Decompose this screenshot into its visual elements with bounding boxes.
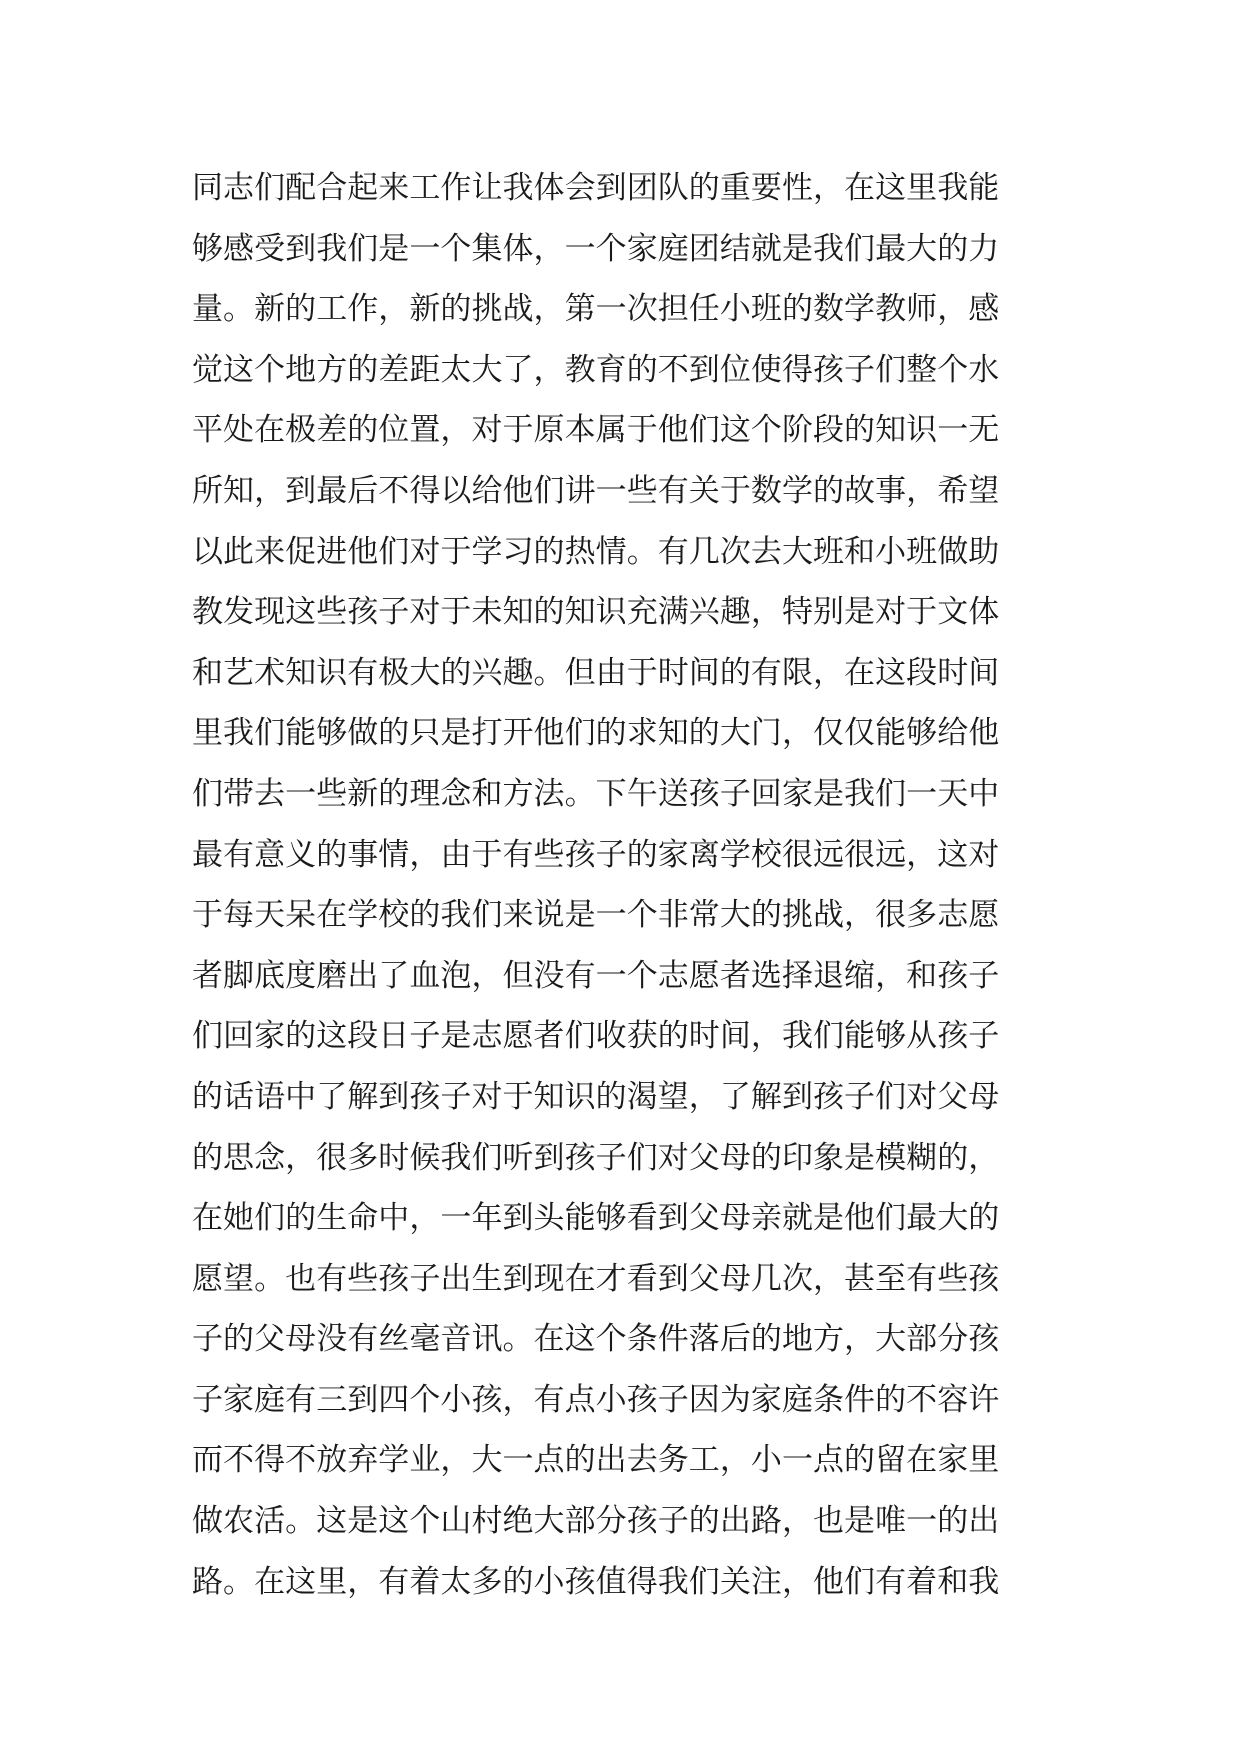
text-line: 教发现这些孩子对于未知的知识充满兴趣，特别是对于文体 xyxy=(192,594,1000,631)
text-line: 的思念，很多时候我们听到孩子们对父母的印象是模糊的， xyxy=(192,1139,1000,1176)
body-text xyxy=(192,158,1072,1612)
text-line: 里我们能够做的只是打开他们的求知的大门，仅仅能够给他 xyxy=(192,715,1000,752)
text-line: 路。在这里，有着太多的小孩值得我们关注，他们有着和我 xyxy=(192,1563,1000,1600)
text-line: 最有意义的事情，由于有些孩子的家离学校很远很远，这对 xyxy=(192,836,1000,873)
text-line: 以此来促进他们对于学习的热情。有几次去大班和小班做助 xyxy=(192,533,1000,570)
text-line: 者脚底度磨出了血泡，但没有一个志愿者选择退缩，和孩子 xyxy=(192,957,1000,994)
text-line: 平处在极差的位置，对于原本属于他们这个阶段的知识一无 xyxy=(192,412,1000,449)
text-line: 觉这个地方的差距太大了，教育的不到位使得孩子们整个水 xyxy=(192,351,1000,388)
text-line: 子家庭有三到四个小孩，有点小孩子因为家庭条件的不容许 xyxy=(192,1381,1000,1418)
text-line: 和艺术知识有极大的兴趣。但由于时间的有限，在这段时间 xyxy=(192,654,1000,691)
text-line: 愿望。也有些孩子出生到现在才看到父母几次，甚至有些孩 xyxy=(192,1260,1000,1297)
text-line: 子的父母没有丝毫音讯。在这个条件落后的地方，大部分孩 xyxy=(192,1321,1000,1358)
text-line: 们回家的这段日子是志愿者们收获的时间，我们能够从孩子 xyxy=(192,1018,1000,1055)
text-line: 做农活。这是这个山村绝大部分孩子的出路，也是唯一的出 xyxy=(192,1503,1000,1540)
text-line: 们带去一些新的理念和方法。下午送孩子回家是我们一天中 xyxy=(192,775,1000,812)
text-line: 而不得不放弃学业，大一点的出去务工，小一点的留在家里 xyxy=(192,1442,1000,1479)
text-line: 所知，到最后不得以给他们讲一些有关于数学的故事，希望 xyxy=(192,472,1000,509)
text-line: 的话语中了解到孩子对于知识的渴望，了解到孩子们对父母 xyxy=(192,1078,1000,1115)
text-line: 在她们的生命中，一年到头能够看到父母亲就是他们最大的 xyxy=(192,1200,1000,1237)
text-line: 同志们配合起来工作让我体会到团队的重要性，在这里我能 xyxy=(192,170,1000,206)
text-line: 于每天呆在学校的我们来说是一个非常大的挑战，很多志愿 xyxy=(192,897,1000,934)
text-line: 够感受到我们是一个集体，一个家庭团结就是我们最大的力 xyxy=(192,230,1000,267)
text-line: 量。新的工作，新的挑战，第一次担任小班的数学教师，感 xyxy=(192,291,1000,328)
